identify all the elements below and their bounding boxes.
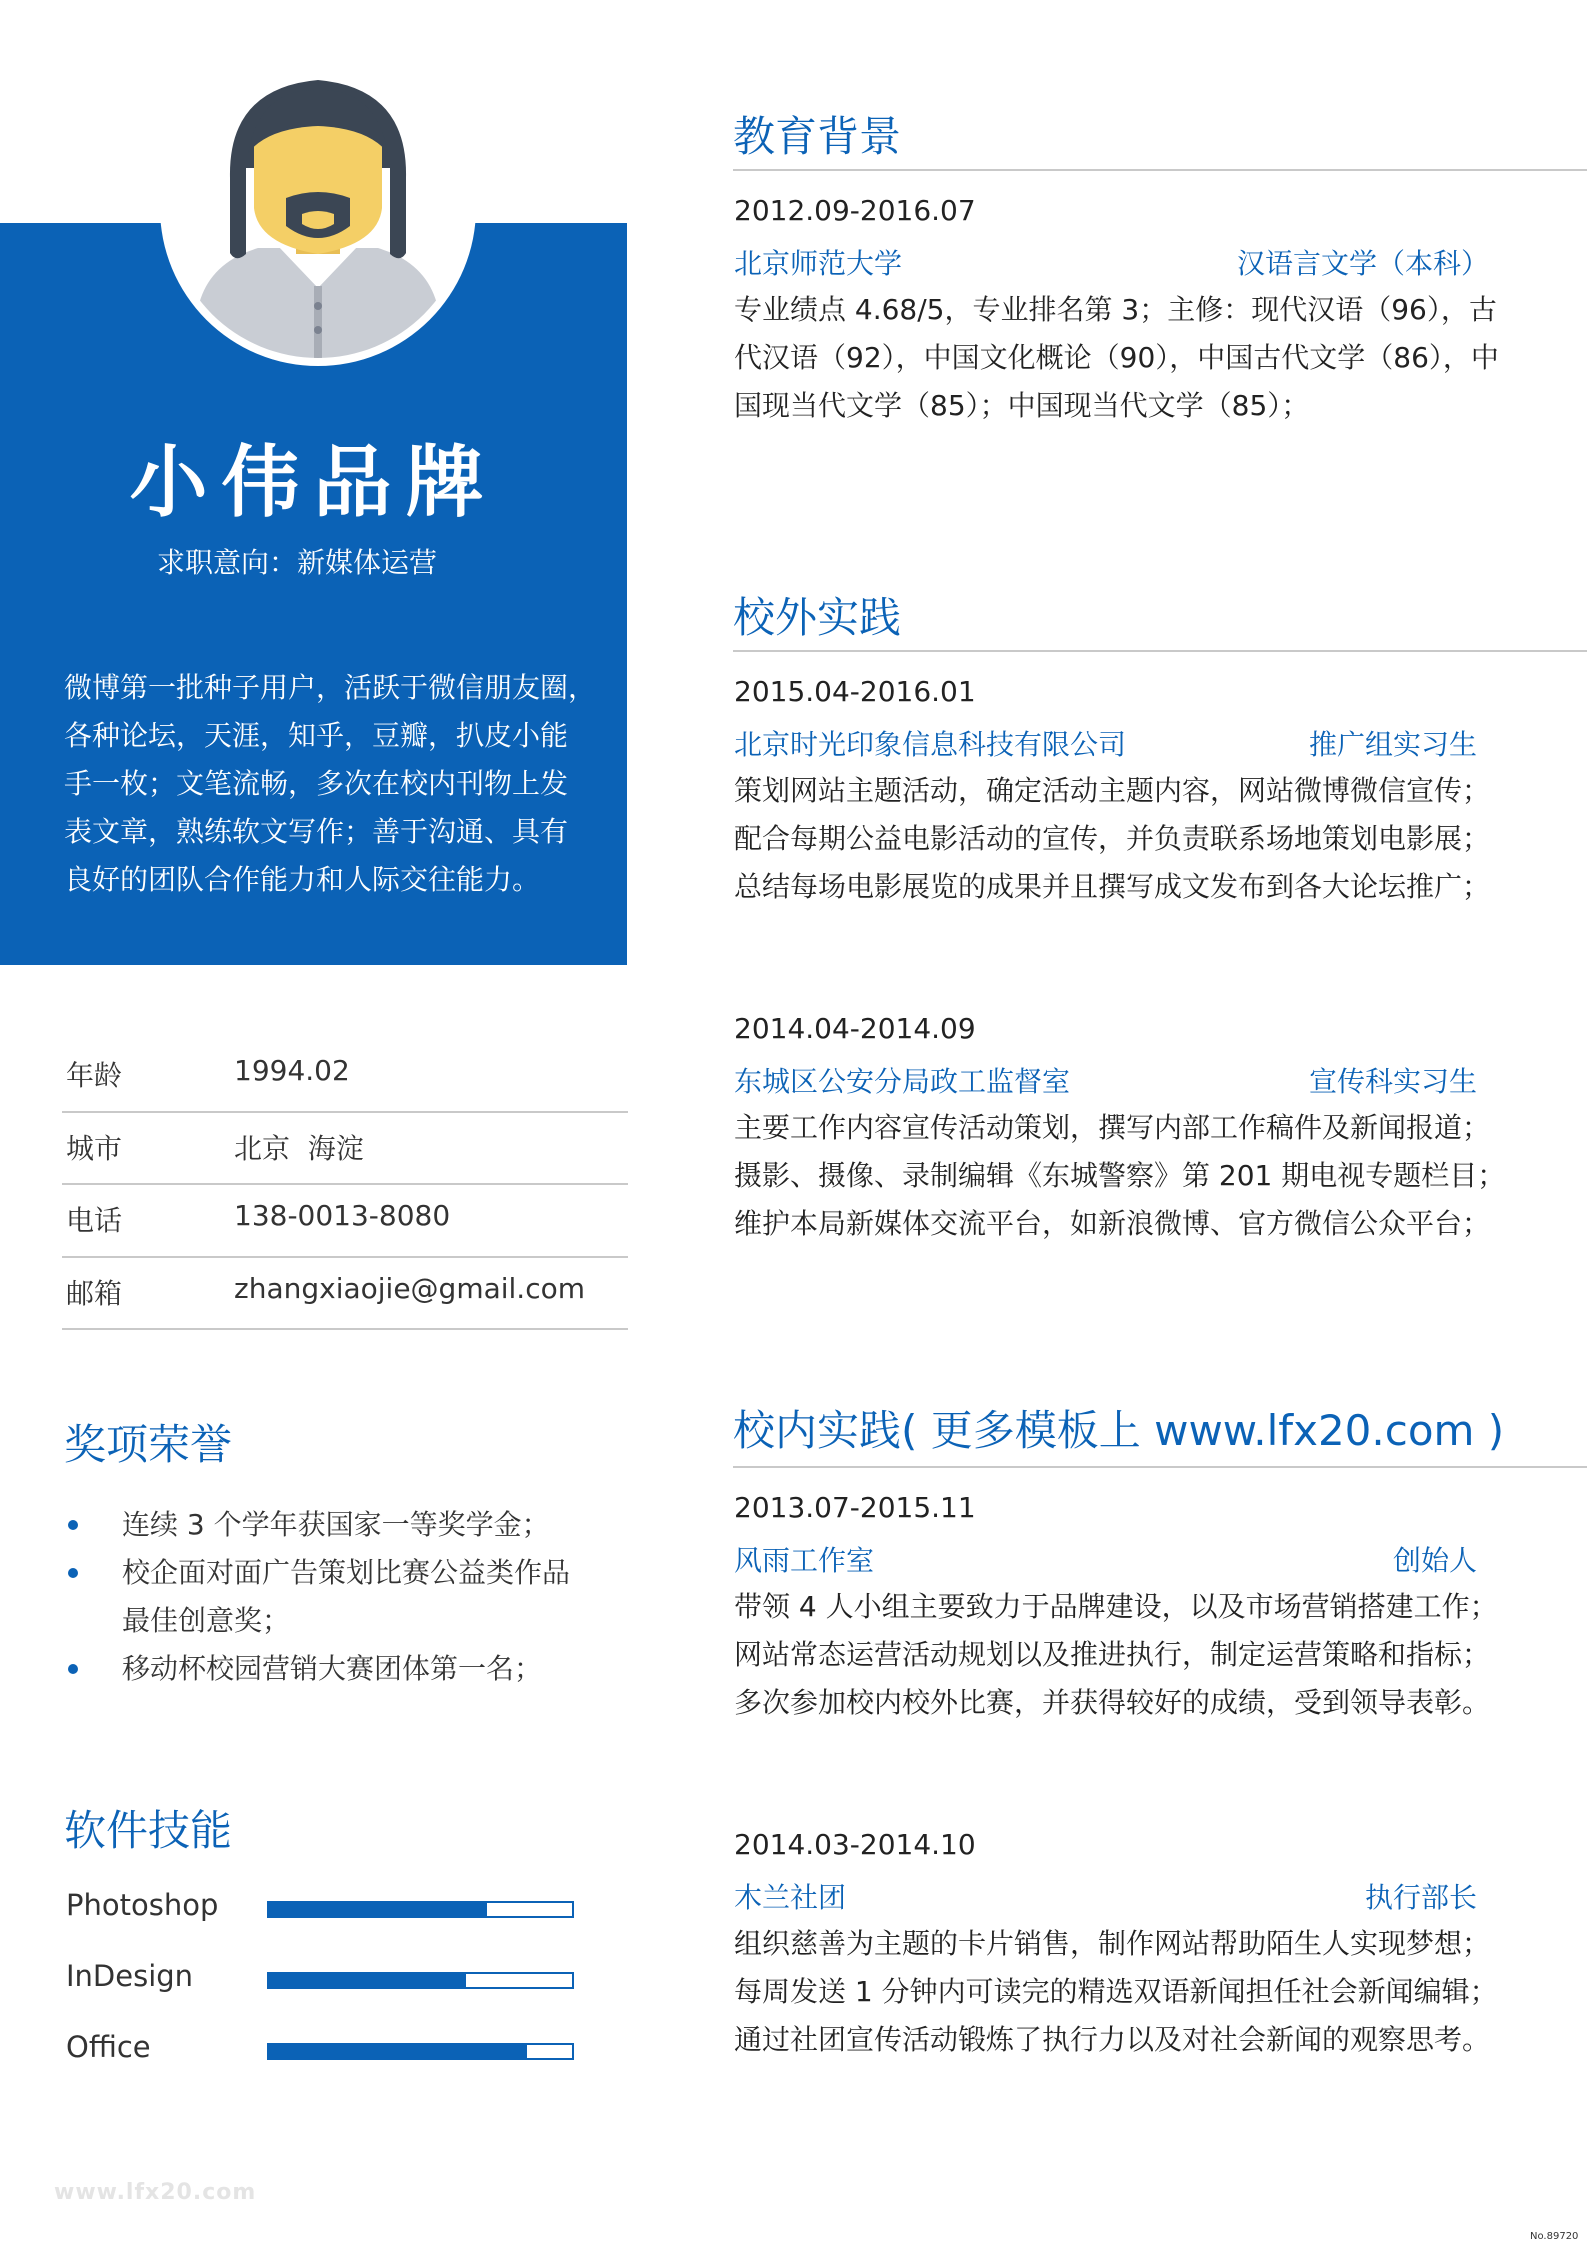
description-line: 维护本局新媒体交流平台，如新浪微博、官方微信公众平台；: [734, 1207, 1491, 1240]
entry-role: 创始人: [1393, 1544, 1478, 1577]
description-line: 每周发送 1 分钟内可读完的精选双语新闻担任社会新闻编辑；: [734, 1975, 1498, 2008]
job-intention-label: 求职意向：: [157, 546, 298, 579]
skill-bar-fill: [269, 2045, 527, 2058]
document-number: No.89720: [1530, 2231, 1579, 2242]
description-line: 总结每场电影展览的成果并且撰写成文发布到各大论坛推广；: [734, 870, 1491, 903]
entry-org: 风雨工作室: [734, 1544, 875, 1577]
entry-org: 北京师范大学: [734, 247, 903, 280]
intro-line: 微博第一批种子用户，活跃于微信朋友圈，: [64, 671, 597, 704]
bullet-icon: [68, 1520, 78, 1530]
skills-title: 软件技能: [64, 1806, 233, 1855]
avatar: [168, 58, 468, 358]
skill-bar: [267, 2043, 574, 2060]
job-intention: [157, 541, 437, 581]
description-line: 带领 4 人小组主要致力于品牌建设，以及市场营销搭建工作；: [734, 1590, 1498, 1623]
skill-indesign: [64, 1959, 604, 1999]
entry-org: 东城区公安分局政工监督室: [734, 1065, 1071, 1098]
skill-name: Photoshop: [66, 1888, 219, 1922]
skill-bar: [267, 1972, 574, 1989]
info-value: 138-0013-8080: [234, 1199, 451, 1232]
intro-line: 各种论坛，天涯，知乎，豆瓣，扒皮小能: [64, 719, 569, 752]
info-key: 电话: [66, 1204, 123, 1237]
intro-line: 手一枚；文笔流畅，多次在校内刊物上发: [64, 767, 569, 800]
info-row-email: [62, 1258, 628, 1331]
skill-office: [64, 2030, 604, 2070]
entry-date: 2013.07-2015.11: [734, 1491, 976, 1524]
description-line: 国现当代文学（85）；中国现当代文学（85）；: [734, 389, 1310, 422]
bullet-icon: [68, 1664, 78, 1674]
description-line: 代汉语（92），中国文化概论（90），中国古代文学（86），中: [734, 341, 1499, 374]
info-value: zhangxiaojie@gmail.com: [234, 1271, 586, 1305]
skill-photoshop: [64, 1888, 604, 1928]
entry-role: 宣传科实习生: [1309, 1065, 1478, 1098]
entry-date: 2015.04-2016.01: [734, 675, 976, 708]
info-key: 邮箱: [66, 1276, 123, 1310]
awards-list: [64, 1501, 604, 1693]
entry-date: 2014.04-2014.09: [734, 1012, 976, 1045]
skill-name: Office: [66, 2030, 151, 2064]
entry-date: 2014.03-2014.10: [734, 1828, 976, 1861]
skill-bar-fill: [269, 1903, 487, 1916]
entry-description: [734, 1104, 1564, 1248]
entry-description: [734, 1920, 1564, 2064]
watermark: www.lfx20.com: [54, 2180, 257, 2205]
skill-bar-fill: [269, 1974, 466, 1987]
entry-role: 执行部长: [1365, 1881, 1478, 1914]
description-line: 主要工作内容宣传活动策划，撰写内部工作稿件及新闻报道；: [734, 1111, 1491, 1144]
description-line: 策划网站主题活动，确定活动主题内容，网站微博微信宣传；: [734, 774, 1491, 807]
divider: [733, 169, 1587, 171]
info-row-city: [62, 1113, 628, 1186]
internal-practice-title: 校内实践( 更多模板上 www.lfx20.com ): [733, 1406, 1505, 1455]
info-row-phone: [62, 1185, 628, 1258]
entry-description: [734, 286, 1564, 430]
description-line: 配合每期公益电影活动的宣传，并负责联系场地策划电影展；: [734, 822, 1491, 855]
award-item: [64, 1549, 604, 1645]
award-line: 校企面对面广告策划比赛公益类作品: [122, 1556, 571, 1589]
divider: [733, 650, 1587, 652]
awards-title: 奖项荣誉: [64, 1420, 233, 1469]
entry-role: 汉语言文学（本科）: [1237, 247, 1490, 280]
divider: [733, 1466, 1587, 1468]
entry-role: 推广组实习生: [1309, 728, 1478, 761]
info-value: 北京 海淀: [234, 1131, 364, 1165]
info-key: 年龄: [66, 1059, 123, 1092]
education-title: 教育背景: [733, 112, 902, 161]
description-line: 多次参加校内校外比赛，并获得较好的成绩，受到领导表彰。: [734, 1686, 1491, 1719]
entry-date: 2012.09-2016.07: [734, 194, 976, 227]
skill-name: InDesign: [66, 1959, 194, 1993]
intro-line: 表文章，熟练软文写作；善于沟通、具有: [64, 815, 569, 848]
skill-bar: [267, 1901, 574, 1918]
award-item: [64, 1645, 604, 1693]
intro-line: 良好的团队合作能力和人际交往能力。: [64, 863, 541, 896]
description-line: 组织慈善为主题的卡片销售，制作网站帮助陌生人实现梦想；: [734, 1927, 1491, 1960]
award-line: 移动杯校园营销大赛团体第一名；: [122, 1652, 543, 1685]
description-line: 通过社团宣传活动锻炼了执行力以及对社会新闻的观察思考。: [734, 2023, 1491, 2056]
self-introduction: [64, 664, 597, 904]
male-avatar-icon: [168, 58, 468, 358]
entry-org: 木兰社团: [734, 1881, 847, 1914]
award-item: [64, 1501, 604, 1549]
personal-info-table: [62, 1040, 628, 1330]
info-row-age: [62, 1040, 628, 1113]
description-line: 摄影、摄像、录制编辑《东城警察》第 201 期电视专题栏目；: [734, 1159, 1506, 1192]
candidate-name: 小伟品牌: [129, 438, 498, 528]
award-line: 最佳创意奖；: [122, 1604, 291, 1637]
info-key: 城市: [66, 1131, 123, 1165]
description-line: 专业绩点 4.68/5，专业排名第 3；主修：现代汉语（96），古: [734, 293, 1497, 326]
external-practice-title: 校外实践: [733, 593, 902, 642]
entry-description: [734, 1583, 1564, 1727]
job-intention-value: 新媒体运营: [297, 546, 438, 579]
entry-description: [734, 767, 1564, 911]
info-value: 1994.02: [234, 1054, 350, 1087]
entry-org: 北京时光印象信息科技有限公司: [734, 728, 1127, 761]
award-line: 连续 3 个学年获国家一等奖学金；: [122, 1508, 550, 1541]
bullet-icon: [68, 1568, 78, 1578]
description-line: 网站常态运营活动规划以及推进执行，制定运营策略和指标；: [734, 1638, 1491, 1671]
